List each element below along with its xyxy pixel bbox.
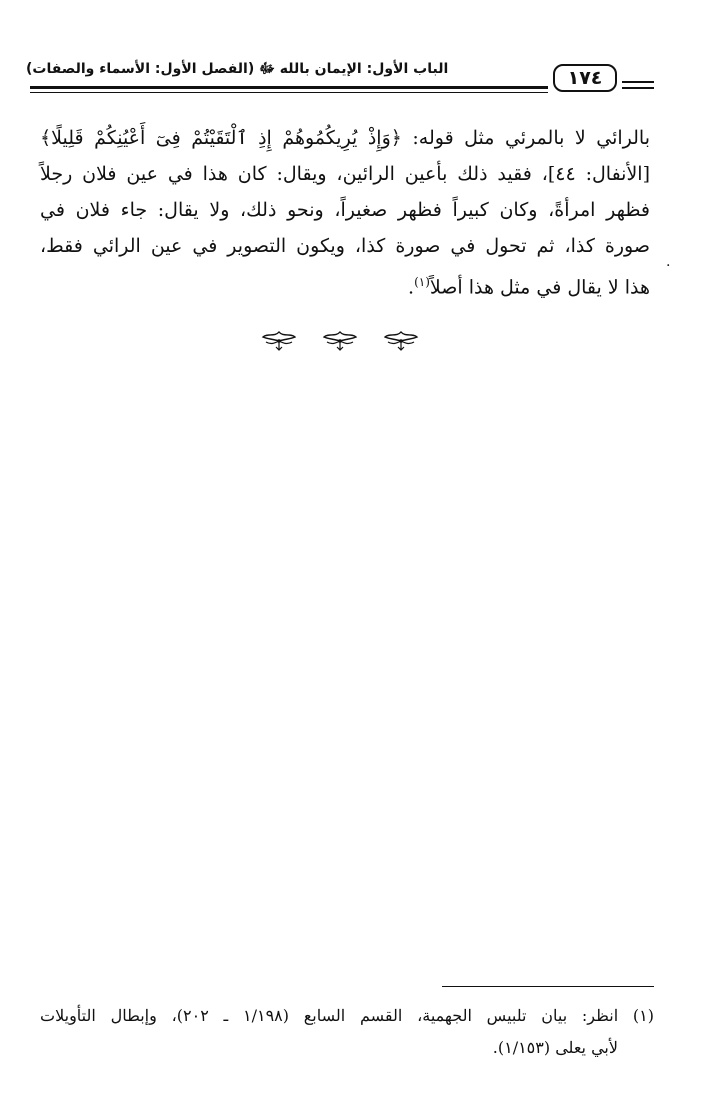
footnotes: [40, 1000, 654, 1064]
footnote-reference[interactable]: (١): [414, 275, 430, 289]
ornament-icon: [319, 328, 361, 354]
footnote-1: (١) انظر: بيان تلبيس الجهمية، القسم السابع (١/١٩٨ ـ ٢٠٢)، وإبطال التأويلات: [40, 1006, 655, 1025]
page-number: ١٧٤: [553, 64, 617, 92]
running-head: الباب الأول: الإيمان بالله ﷻ (الفصل الأول: الأسماء والصفات): [26, 61, 449, 77]
ornament-icon: [258, 328, 300, 354]
ornament-icon: [380, 328, 422, 354]
page-header: [26, 56, 654, 100]
header-double-rule-bottom: [622, 87, 654, 89]
text-line-5: [40, 264, 650, 300]
text-line-1: بالرائي لا بالمرئي مثل قوله: ﴿وَإِذْ يُرِيكُمُوهُمْ إِذِ ٱلْتَقَيْتُمْ فِىٓ أَعْيُنِكُمْ قَلِيلًا﴾: [40, 127, 650, 149]
footnote-separator: [442, 986, 654, 987]
margin-mark: .: [666, 254, 671, 270]
text-line-2: [الأنفال: ٤٤]، فقيد ذلك بأعين الرائين، ويقال: كان هذا في عين فلان رجلاً: [40, 163, 650, 185]
text-line-5-text: هذا لا يقال في مثل هذا أصلاً: [429, 276, 650, 299]
header-double-rule-top: [622, 81, 654, 83]
main-text: [40, 120, 650, 300]
text-line-5-end: .: [408, 276, 415, 299]
header-rule-thin: [30, 92, 548, 93]
text-line-3: فظهر امرأةً، وكان كبيراً فظهر صغيراً، ونحو ذلك، ولا يقال: جاء فلان في: [40, 199, 650, 221]
header-rule-thick: [30, 86, 548, 89]
footnote-1-continuation: لأبي يعلى (١/١٥٣).: [492, 1038, 618, 1057]
text-line-4: صورة كذا، ثم تحول في صورة كذا، ويكون التصوير في عين الرائي فقط،: [40, 235, 650, 257]
section-ornaments: [258, 326, 422, 356]
